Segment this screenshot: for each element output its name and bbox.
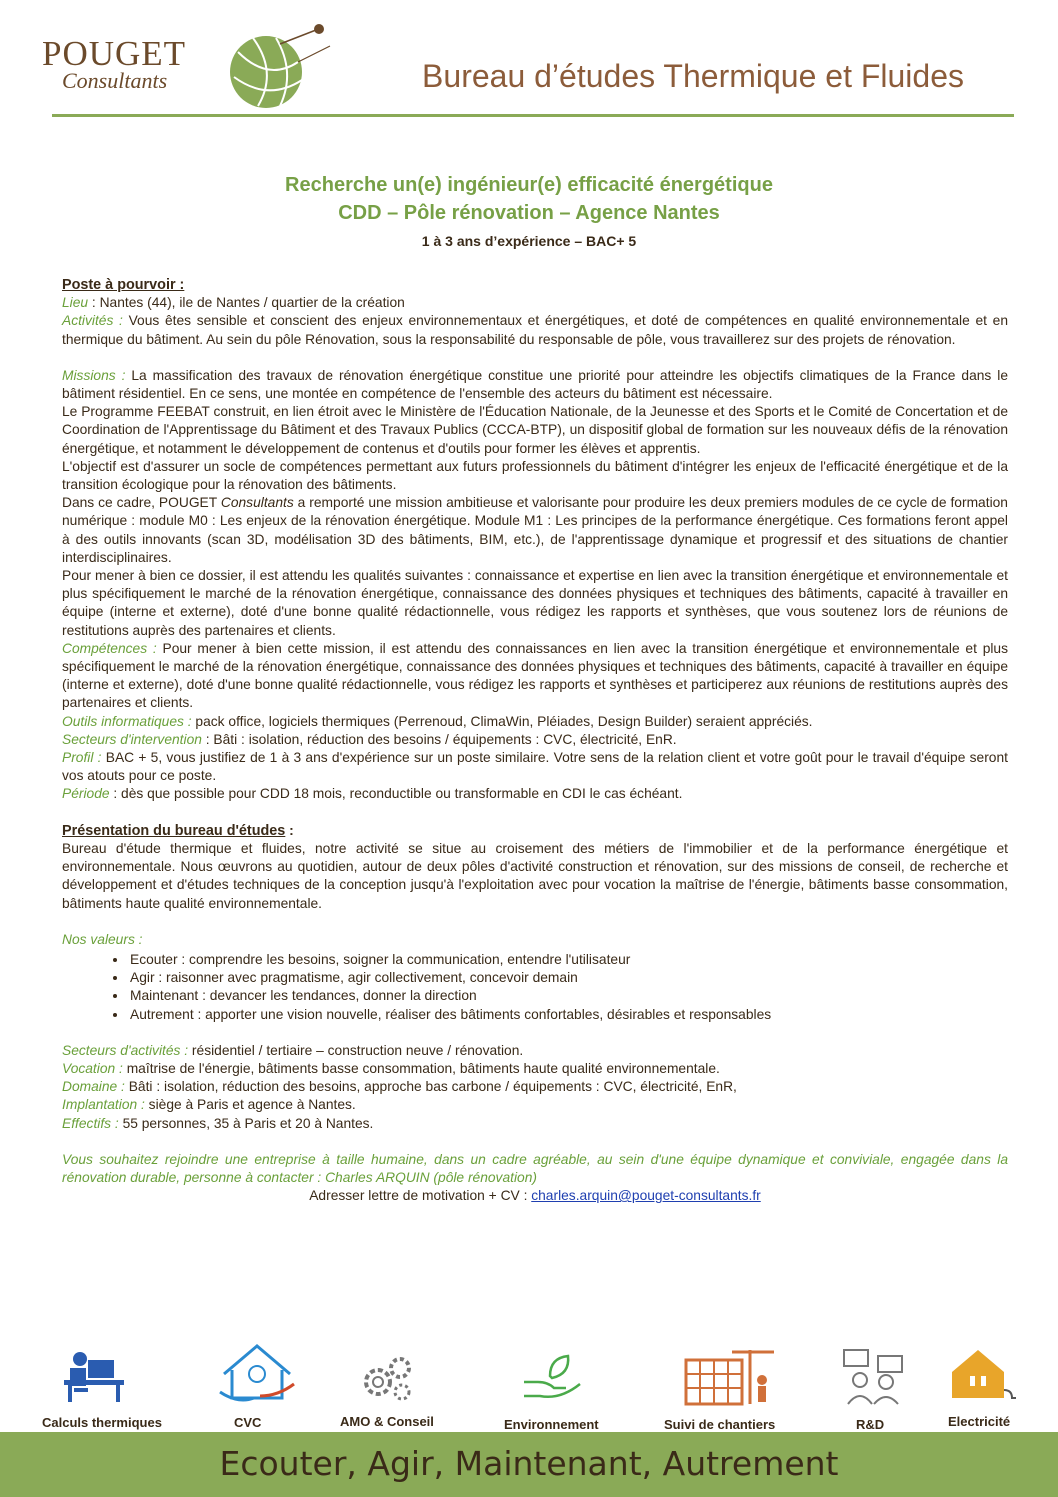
valeur-item: • Maintenant : devancer les tendances, donner la direction <box>128 987 1008 1005</box>
implantation-line <box>62 1096 1008 1114</box>
feebat-paragraph: Le Programme FEEBAT construit, en lien étroit avec le Ministère de l'Éducation Nationale, de la Jeunesse et des Sports et le Comité de Concertation et de Coordination de l'Apprentissage du Bâtiment et des Travaux Publics (CCCA-BTP), un dispositif global de formation sur les nouveaux défis de la rénovation énergétique, et notamment le développement de contenus et d'outils pour former les élèves et apprentis. <box>62 404 1008 456</box>
lieu-text: : Nantes (44), ile de Nantes / quartier de la création <box>88 295 405 311</box>
logo-main-text: POUGET <box>42 34 187 73</box>
cadre-text-b: Consultants <box>220 495 294 511</box>
valeur-item: • Autrement : apporter une vision nouvelle, réaliser des bâtiments confortables, désirables et responsables <box>128 1006 1008 1024</box>
objectif-paragraph: L'objectif est d'assurer un socle de compétences permettant aux futurs professionnels du bâtiment d'intégrer les enjeux de l'efficacité énergétique et de la transition écologique pour la rénovation des bâtiments. <box>62 458 1008 493</box>
service-label-amo: AMO & Conseil <box>340 1414 434 1429</box>
periode-text: : dès que possible pour CDD 18 mois, reconductible ou transformable en CDI le cas échéant. <box>109 786 683 802</box>
secteurs-text: : Bâti : isolation, réduction des besoins / équipements : CVC, électricité, EnR. <box>201 731 677 747</box>
vocation-label: Vocation : <box>62 1060 123 1076</box>
cadre-text-a: Dans ce cadre, POUGET <box>62 495 221 511</box>
service-label-rd: R&D <box>856 1417 885 1432</box>
job-requirements: 1 à 3 ans d’expérience – BAC+ 5 <box>421 233 637 249</box>
vocation-text: maîtrise de l'énergie, bâtiments basse consommation, bâtiments haute qualité environnementale. <box>122 1060 720 1076</box>
service-label-calculs: Calculs thermiques <box>42 1415 162 1430</box>
valeurs-list <box>62 951 1008 1024</box>
secteurs-activites-line <box>62 1042 1008 1060</box>
profil-text: BAC + 5, vous justifiez de 1 à 3 ans d'expérience sur un poste similaire. Votre sens de la relation client et votre goût pour le travail d'équipe seront vos atouts pour ce poste. <box>62 750 1008 784</box>
contact-invite: Vous souhaitez rejoindre une entreprise à taille humaine, dans un cadre agréable, au sein d'une équipe dynamique et conviviale, engagée dans la rénovation durable, personne à contacter : Charles ARQUIN (pôle rénovation) <box>62 1151 1008 1185</box>
valeur-item: • Agir : raisonner avec pragmatisme, agir collectivement, concevoir demain <box>128 969 1008 987</box>
effectifs-line <box>62 1115 1008 1133</box>
qualites-paragraph: Pour mener à bien ce dossier, il est attendu les qualités suivantes : connaissance et expertise en lien avec la transition énergétique et environnementale et plus spécifiquement le marché de la rénovation énergétique, connaissance des données physiques et techniques des bâtiments, capacité à travailler en équipe (interne et externe), doté d'une bonne qualité rédactionnelle, vous rédigez les rapports et synthèses, que vous soutenez lors de réunions de restitutions auprès des partenaires et clients. <box>62 568 1008 638</box>
lieu-label: Lieu <box>62 295 89 311</box>
outils-label: Outils informatiques : <box>62 713 192 729</box>
presentation-heading-line <box>62 822 1008 840</box>
outils-line <box>62 713 1008 731</box>
globe-logo-icon <box>218 22 338 112</box>
header-divider <box>52 114 1014 117</box>
valeurs-line <box>62 931 1008 949</box>
outils-text: pack office, logiciels thermiques (Perrenoud, ClimaWin, Pléiades, Design Builder) seraient appréciés. <box>191 713 813 729</box>
gears-icon <box>358 1352 416 1404</box>
secteurs-activites-text: résidentiel / tertiaire – construction neuve / rénovation. <box>188 1042 524 1058</box>
effectifs-label: Effectifs : <box>62 1115 119 1131</box>
competences-paragraph <box>62 640 1008 713</box>
activites-label: Activités : <box>62 313 123 329</box>
missions-label: Missions : <box>62 367 126 383</box>
header-title: Bureau d’études Thermique et Fluides <box>422 58 964 94</box>
implantation-label: Implantation : <box>62 1097 145 1113</box>
secteurs-line <box>62 731 1008 749</box>
service-label-cvc: CVC <box>234 1415 262 1430</box>
missions-text: La massification des travaux de rénovation énergétique constitue une priorité pour atteindre les objectifs climatiques de la France dans le bâtiment résidentiel. En ce sens, une montée en compétence de l'ensemble des acteurs du bâtiment est nécessaire. <box>62 367 1008 402</box>
domaine-line <box>62 1078 1008 1096</box>
service-label-environnement: Environnement <box>504 1417 599 1432</box>
cadre-text-c: a remporté une mission ambitieuse et valorisante pour produire les deux premiers modules de ce cycle de formation numérique : module M0 : Les enjeux de la rénovation énergétique. Module M1 : Les principes de la performance énergétique. Ces formations feront appel à des outils innovants (scan 3D, modélisation 3D des bâtiments, BIM, etc.), de l'apprentissage dynamique et progressif et des situations de chantier interdisciplinaires. <box>62 495 1008 565</box>
valeurs-label: Nos valeurs : <box>62 931 143 947</box>
footer-slogan: Ecouter, Agir, Maintenant, Autrement <box>219 1444 839 1483</box>
contact-adresser: Adresser lettre de motivation + CV : <box>309 1188 532 1204</box>
job-subtitle: CDD – Pôle rénovation – Agence Nantes <box>338 202 720 224</box>
domaine-text: Bâti : isolation, réduction des besoins, approche bas carbone / équipements : CVC, électricité, EnR, <box>124 1079 737 1095</box>
job-description <box>62 276 1008 1205</box>
service-label-electricite: Electricité <box>948 1414 1011 1429</box>
house-hvac-icon <box>218 1340 296 1406</box>
presentation-heading-suffix: : <box>285 822 294 838</box>
competences-label: Compétences : <box>62 640 157 656</box>
lieu-line <box>62 294 1008 312</box>
discussion-icon <box>842 1348 904 1406</box>
logo-sub-text: Consultants <box>62 68 168 93</box>
contact-email-link[interactable]: charles.arquin@pouget-consultants.fr <box>531 1188 761 1204</box>
secteurs-label: Secteurs d'intervention <box>62 731 202 747</box>
presentation-heading: Présentation du bureau d'études <box>62 822 286 839</box>
profil-label: Profil : <box>62 750 102 766</box>
periode-label: Période <box>62 786 110 802</box>
cadre-paragraph <box>62 494 1008 567</box>
company-logo <box>40 18 310 108</box>
house-plug-icon <box>946 1346 1018 1406</box>
presentation-paragraph: Bureau d'étude thermique et fluides, notre activité se situe au croisement des métiers de l'immobilier et de la performance énergétique et environnementale. Nous œuvrons au quotidien, autour de deux pôles d'activité construction et rénovation, sur des missions de conseil, de recherche et développement et d'études techniques de la conception jusqu'à l'exploitation avec pour vocation la maîtrise de l'énergie, bâtiments basse consommation, bâtiments haute qualité environnementale. <box>62 840 1008 911</box>
desk-worker-icon <box>64 1350 128 1404</box>
contact-line <box>62 1187 1008 1205</box>
job-title: Recherche un(e) ingénieur(e) efficacité énergétique <box>285 174 773 196</box>
competences-text: Pour mener à bien cette mission, il est attendu des connaissances en lien avec la transition énergétique et environnementale et plus spécifiquement le marché de la rénovation énergétique, connaissance des données physiques et techniques des bâtiments, capacité à travailler en équipe (interne et externe), doté d'une bonne qualité rédactionnelle, vous rédigez les rapports et synthèses et participerez aux réunions de restitutions auprès des partenaires et clients. <box>62 640 1009 711</box>
implantation-text: siège à Paris et agence à Nantes. <box>144 1097 356 1113</box>
service-label-chantiers: Suivi de chantiers <box>664 1417 776 1432</box>
vocation-line <box>62 1060 1008 1078</box>
valeur-item: • Ecouter : comprendre les besoins, soigner la communication, entendre l'utilisateur <box>128 951 1008 969</box>
poste-heading: Poste à pourvoir : <box>62 277 185 293</box>
domaine-label: Domaine : <box>62 1079 125 1095</box>
effectifs-text: 55 personnes, 35 à Paris et 20 à Nantes. <box>118 1115 374 1131</box>
activites-text: Vous êtes sensible et conscient des enjeux environnementaux et énergétiques, et doté de compétences en qualité environnementale et en thermique du bâtiment. Au sein du pôle Rénovation, sous la responsabilité du responsable de pôle, vous travaillerez sur des projets de rénovation. <box>62 313 1008 347</box>
secteurs-activites-label: Secteurs d'activités : <box>62 1042 189 1058</box>
periode-line <box>62 785 1008 803</box>
construction-site-icon <box>680 1346 776 1406</box>
profil-paragraph <box>62 749 1008 785</box>
activites-paragraph <box>62 312 1008 348</box>
hand-leaf-icon <box>520 1352 584 1402</box>
missions-paragraph <box>62 367 1008 403</box>
